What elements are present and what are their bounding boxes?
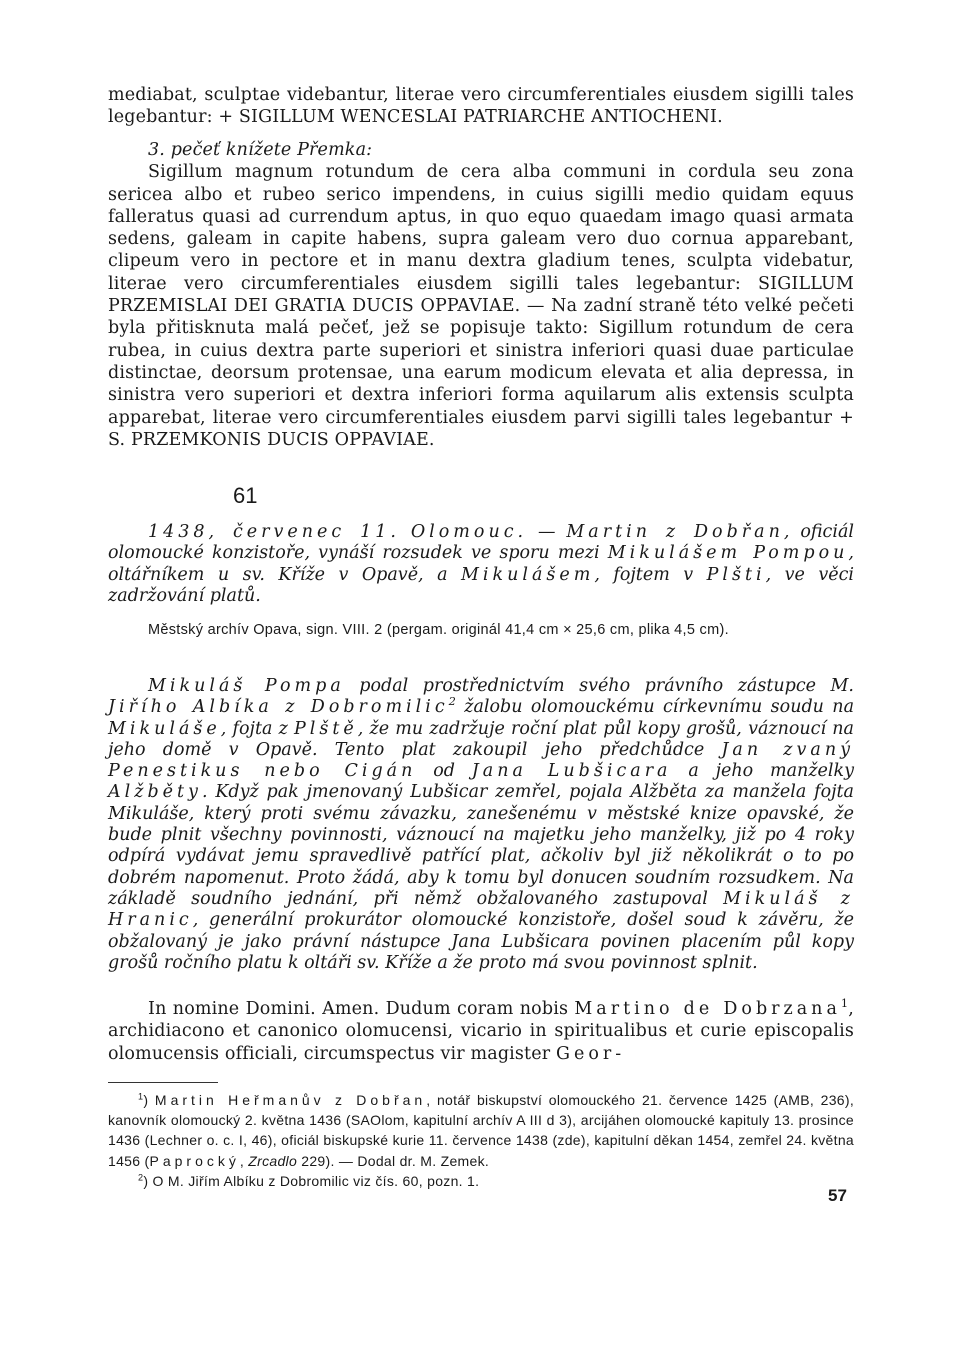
regest-section (108, 522, 854, 607)
seal-3-description: Sigillum magnum rotundum de cera alba communi in cordula seu zona sericea albo et rubeo serico impendens, in cuius sigilli medio quidam equus falleratus quasi ad currendum aptus, in quo equo quaedam imago quasi armata sedens, galeam in capite habens, supra galeam vero duo cornua apparebant, clipeum vero in pectore et in manu dextra gladium tenes, sculpta videbatur, literae vero circumferentiales eiusdem sigilli tales legebantur: SIGILLUM PRZEMISLAI DEI GRATIA DUCIS OPPAVIAE. — Na zadní straně této velké pečeti byla přitisknuta malá pečeť, jež se popisuje takto: Sigillum rotundum de cera rubea, in cuius dextra parte superiori et sinistra inferiori quasi duae particulae distinctae, deorsum protensae, una earum modicum elevata et alia depressa, in sinistra vero superiori et dextra inferiori forma aquilarum alis extensis sculpta apparebat, literae vero circumferentiales eiusdem parvi sigilli tales legebantur + S. PRZEMKONIS DUCIS OPPAVIAE. (108, 162, 854, 450)
summary-text-5: od (416, 761, 472, 782)
regest-date: 1438, červenec 11. (148, 522, 400, 542)
summary-text-7: . Když pak jmenovaný Lubšicar zemřel, pojala Alžběta za manžela fojta Mikuláše, který proti svému závazku, zanešenému v městské knize opavské, že bude plnit všechny povinnosti, váznoucí na majetku jeho manželky, již po 4 roky odpírá vydávat jemu spravedlivě patřící plat, ačkoliv byl již několikrát o to po dobrém napomenut. Proto žádá, aby k tomu byl donucen soudním rozsudkem. Na základě soudního jednání, při němž obžalovaného zastupoval (108, 782, 854, 909)
summary-person-4: Jan zvaný Penestikus nebo Cigán (108, 739, 855, 782)
summary-text-4: , že mu zadržuje roční plat půl kopy grošů, váznoucí na jeho domě v Opavě. Tento plat zakoupil jeho předchůdce (108, 718, 854, 760)
regest-party-1: Mikulášem Pompou (607, 543, 849, 564)
summary-person-3: Mikuláše (108, 718, 221, 739)
footnote-2-mark: 2 (138, 1172, 144, 1183)
footnote-1: $^1$) Martin Heřmanův z Dobřan, notář biskupství olomouckého 21. července 1425 (AMB, 236), kanovník olomoucký 2. května 1436 (SAOlom, kapitulní archív A III d 3), arcijáhen olomoucké kapituly 13. prosince 1436 (Lechner o. c. I, 46), oficiál biskupské kurie 11. července 1438 (zde), kapitulní děkan 1454, zemřel 24. května 1456 (Paprocký, Zrcadlo 229). — Dodal dr. M. Zemek. (108, 1091, 855, 1169)
summary-text-1: podal prostřednictvím svého právního zástupce M. (344, 676, 854, 696)
latin-text-2: , archidiacono et canonico olomucensi, vicario in spiritualibus et curie episcopalis olomucensis officiali, circumspectus vir magister (108, 999, 854, 1064)
latin-paragraph (108, 998, 854, 1065)
seal-3-section (108, 139, 854, 451)
intro-paragraph: mediabat, sculptae videbantur, literae vero circumferentiales eiusdem sigilli tales legebantur: + SIGILLUM WENCESLAI PATRIARCHE ANTIOCHENI. (108, 85, 854, 128)
summary-person-7: Mikuláš z Hranic (108, 888, 854, 931)
page-number: 57 (828, 1186, 847, 1205)
footnote-2: $^2$) O M. Jiřím Albíku z Dobromilic viz čís. 60, pozn. 1. (138, 1172, 480, 1189)
document-number: 61 (233, 483, 258, 508)
summary-text-3: , fojta z (220, 718, 295, 739)
footnotes-section (108, 1090, 854, 1191)
summary-text-8: , generální prokurátor olomoucké konzistoře, došel soud k závěru, že obžalovaný je jako právní nástupce Jana Lubšicara povinen placením půl kopy grošů ročního platu k oltáři sv. Kříže a že proto má svou povinnost splnit. (108, 910, 854, 973)
summary-paragraph (108, 676, 854, 974)
regest-paragraph (108, 522, 854, 607)
summary-text-2: žalobu olomouckému církevnímu soudu na (455, 697, 855, 718)
summary-place-1: Plště (294, 718, 358, 739)
footnote-1-author: Paprocký (149, 1152, 240, 1169)
summary-person-1: Mikuláš Pompa (148, 676, 345, 696)
footnote-1-text: , notář biskupství olomouckého 21. července 1425 (AMB, 236), kanovník olomoucký 2. května 1436 (SAOlom, kapitulní archív A III d 3), arcijáhen olomoucké kapituly 13. prosince 1436 (Lechner o. c. I, 46), oficiál biskupské kurie 11. července 1438 (zde), kapitulní děkan 1454, zemřel 24. května 1456 ( (108, 1092, 855, 1169)
archive-note: Městský archív Opava, sign. VIII. 2 (pergam. originál 41,4 cm × 25,6 cm, plika 4,5 cm). (148, 622, 729, 638)
footnote-ref-1: 1 (840, 996, 849, 1011)
regest-text-3: , fojtem v (594, 564, 694, 585)
footnote-1-mark: 1 (138, 1091, 144, 1102)
archive-section (108, 620, 854, 640)
latin-text-1: In nomine Domini. Amen. Dudum coram nobis (148, 999, 575, 1019)
latin-person-1: Martino de Dobrzana (574, 999, 841, 1019)
regest-dash: — (537, 522, 556, 542)
latin-person-2: Geor- (555, 1043, 626, 1064)
regest-place-2: Plšti (706, 564, 766, 585)
footnote-2-text: O M. Jiřím Albíku z Dobromilic viz čís. 60, pozn. 1. (148, 1172, 480, 1189)
regest-text-1: , oficiál olomoucké konzistoře, vynáší rozsudek ve sporu mezi (108, 522, 854, 564)
footnote-1-end: 229). — Dodal dr. M. Zemek. (297, 1152, 490, 1169)
summary-text-6: a jeho manželky (671, 761, 854, 782)
latin-section (108, 998, 854, 1065)
footnote-1-name: Martin Heřmanův z Dobřan (154, 1092, 427, 1108)
regest-text-2: , oltářníkem u sv. Kříže v Opavě, a (108, 543, 854, 585)
regest-party-2: Mikulášem (460, 564, 595, 585)
seal-3-heading: 3. pečeť knížete Přemka: (148, 140, 373, 160)
summary-section (108, 676, 854, 974)
regest-place: Olomouc. (410, 522, 528, 542)
footnote-divider (108, 1082, 218, 1083)
footnote-ref-2: 2 (448, 694, 456, 709)
footnote-1-sep: , (239, 1152, 249, 1169)
footnote-1-work: Zrcadlo (248, 1152, 298, 1169)
regest-text-4: , ve věci zadržování platů. (108, 564, 854, 606)
summary-person-2: Jiřího Albíka z Dobromilic (108, 697, 449, 718)
summary-person-5: Jana Lubšicara (471, 761, 672, 782)
summary-person-6: Alžběty (108, 782, 202, 803)
regest-actor: Martin z Dobřan (566, 522, 784, 542)
intro-section (108, 84, 854, 129)
